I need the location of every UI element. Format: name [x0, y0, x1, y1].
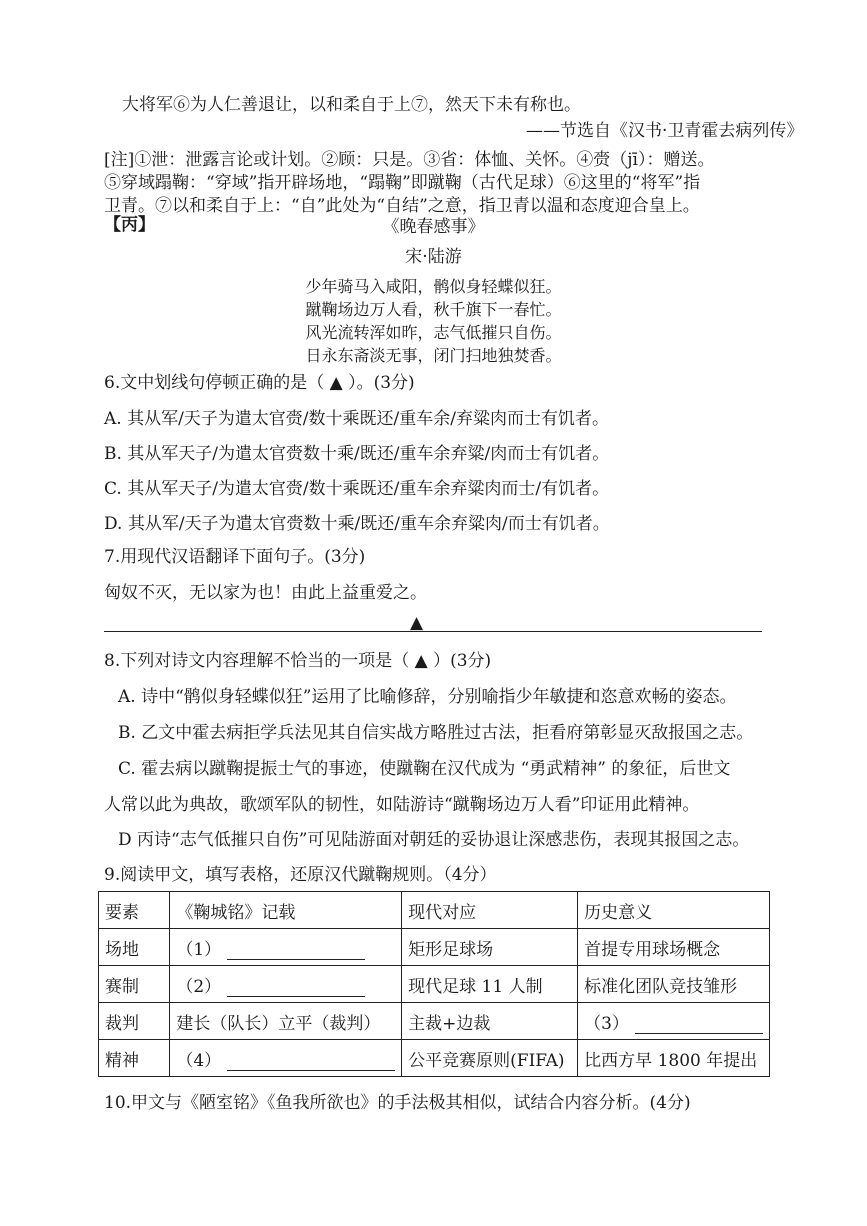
table-header-cell: 现代对应 [402, 892, 578, 929]
blank-label: （3） [584, 1013, 629, 1034]
question-6-option-a: A. 其从军/天子为遣太官赍/数十乘既还/重车余/弃粱肉而士有饥者。 [104, 409, 609, 429]
question-8-option-c: C. 霍去病以蹴鞠提振士气的事迹，使蹴鞠在汉代成为 “勇武精神” 的象征，后世文 [118, 759, 731, 779]
table-cell-blank[interactable] [170, 929, 402, 966]
table-cell: 建长（队长）立平（裁判） [170, 1003, 402, 1040]
table-cell: 精神 [99, 1040, 170, 1077]
table-header-cell: 历史意义 [578, 892, 770, 929]
table-cell-blank[interactable] [170, 966, 402, 1003]
blank-label: （2） [176, 976, 222, 997]
table-cell-blank[interactable] [578, 1003, 770, 1040]
poem-author: 宋·陆游 [405, 247, 462, 267]
note-line-1: [注]①泄：泄露言论或计划。②顾：只是。③省：体恤、关怀。④赍（jī）：赠送。 [104, 150, 715, 170]
question-6-option-b: B. 其从军天子/为遣太官赍数十乘/既还/重车余弃粱/肉而士有饥者。 [104, 444, 610, 464]
blank-label: （4） [176, 1050, 222, 1071]
table-cell: 场地 [99, 929, 170, 966]
blank-label: （1） [176, 939, 222, 960]
question-8-option-d: D 丙诗“志气低摧只自伤”可见陆游面对朝廷的妥协退让深感悲伤，表现其报国之志。 [118, 830, 750, 850]
poem-line: 少年骑马入咸阳，鹘似身轻蝶似狂。 [305, 277, 562, 296]
question-10-stem: 10.甲文与《陋室铭》《鱼我所欲也》的手法极其相似，试结合内容分析。(4分) [104, 1093, 691, 1113]
table-cell: 赛制 [99, 966, 170, 1003]
passage-line: 大将军⑥为人仁善退让，以和柔自于上⑦，然天下未有称也。 [122, 95, 581, 115]
table-cell-blank[interactable] [170, 1040, 402, 1077]
table-cell: 首提专用球场概念 [578, 929, 770, 966]
table-cell: 主裁+边裁 [402, 1003, 578, 1040]
table-header-cell: 《鞠城铭》记载 [170, 892, 402, 929]
question-9-stem: 9.阅读甲文，填写表格，还原汉代蹴鞠规则。（4分） [104, 865, 497, 885]
fill-blank[interactable] [227, 1052, 395, 1071]
table-row [99, 1040, 770, 1077]
question-7-stem: 7.用现代汉语翻译下面句子。(3分) [104, 547, 366, 567]
table-cell: 比西方早 1800 年提出 [578, 1040, 770, 1077]
table-row [99, 929, 770, 966]
poem-line: 日永东斋淡无事，闭门扫地独焚香。 [305, 346, 562, 365]
table-cell: 现代足球 11 人制 [402, 966, 578, 1003]
question-8-option-c-cont: 人常以此为典故，歌颂军队的韧性，如陆游诗“蹴鞠场边万人看”印证用此精神。 [104, 795, 700, 815]
poem-line: 蹴鞠场边万人看，秋千旗下一春忙。 [305, 300, 562, 319]
table-cell: 裁判 [99, 1003, 170, 1040]
question-8-option-a: A. 诗中“鹘似身轻蝶似狂”运用了比喻修辞，分别喻指少年敏捷和恣意欢畅的姿态。 [118, 687, 737, 707]
table-row [99, 1003, 770, 1040]
question-6-option-d: D. 其从军/天子为遣太官赍数十乘/既还/重车余弃粱肉/而士有饥者。 [104, 514, 610, 534]
poem-line: 风光流转浑如昨，志气低摧只自伤。 [305, 323, 562, 342]
question-7-sentence: 匈奴不灭，无以家为也！由此上益重爱之。 [104, 583, 427, 603]
fill-blank[interactable] [635, 1015, 763, 1034]
table-header-row [99, 892, 770, 929]
passage-source: ——节选自《汉书·卫青霍去病列传》 [526, 121, 804, 141]
table-row [99, 966, 770, 1003]
question-8-stem: 8.下列对诗文内容理解不恰当的一项是（ ▲ ）(3分) [104, 651, 492, 671]
answer-line [104, 631, 762, 632]
table-cell: 矩形足球场 [402, 929, 578, 966]
rules-table [98, 891, 770, 1077]
fill-blank[interactable] [227, 941, 365, 960]
table-cell: 标准化团队竞技雏形 [578, 966, 770, 1003]
table-header-cell: 要素 [99, 892, 170, 929]
note-line-3: 卫青。⑦以和柔自于上：“自”此处为“自结”之意，指卫青以温和态度迎合皇上。 [104, 196, 700, 216]
table-cell: 公平竞赛原则(FIFA) [402, 1040, 578, 1077]
answer-mark: ▲ [410, 613, 424, 633]
note-line-2: ⑤穿域蹋鞠：“穿域”指开辟场地，“蹋鞠”即蹴鞠（古代足球）⑥这里的“将军”指 [104, 173, 701, 193]
question-6-stem: 6.文中划线句停顿正确的是（ ▲ ）。(3分) [104, 373, 415, 393]
question-6-option-c: C. 其从军天子/为遣太官赍/数十乘既还/重车余弃粱肉而士/有饥者。 [104, 479, 610, 499]
poem-title: 《晚春感事》 [382, 217, 485, 237]
question-8-option-b: B. 乙文中霍去病拒学兵法见其自信实战方略胜过古法，拒看府第彰显灭敌报国之志。 [118, 723, 754, 743]
poem-label: 【丙】 [104, 215, 155, 235]
fill-blank[interactable] [227, 978, 365, 997]
